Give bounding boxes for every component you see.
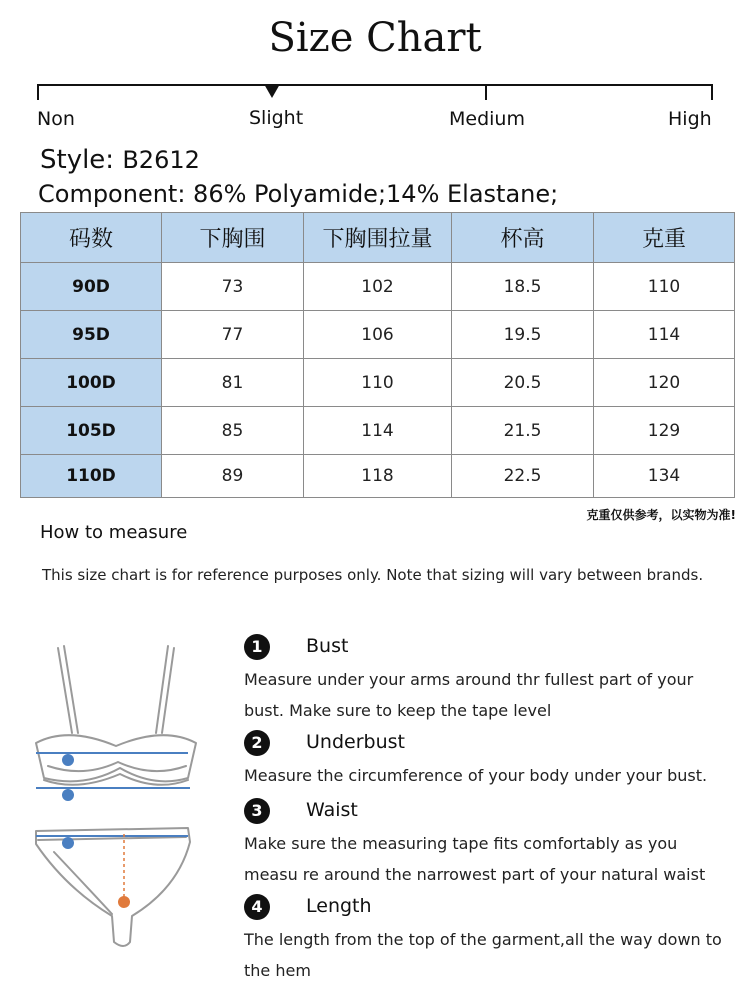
step-text: The length from the top of the garment,all the way down to the hem (244, 930, 722, 980)
stretch-label-high: High (668, 108, 712, 130)
header-size: 码数 (21, 213, 162, 263)
cup-height-cell: 20.5 (452, 359, 594, 407)
panty-leg-left (54, 852, 112, 914)
bra-band (44, 774, 188, 785)
page-title: Size Chart (268, 15, 482, 61)
header-underbust: 下胸围 (162, 213, 304, 263)
underbust-stretch-cell: 106 (304, 311, 452, 359)
underbust-cell: 73 (162, 263, 304, 311)
underbust-cell: 89 (162, 455, 304, 498)
table-row (21, 455, 735, 498)
step-number-icon: 2 (244, 730, 270, 756)
header-weight: 克重 (594, 213, 735, 263)
table-row (21, 359, 735, 407)
stretch-tick-medium (485, 84, 487, 100)
style-code (40, 143, 200, 177)
underbust-stretch-cell: 110 (304, 359, 452, 407)
stretch-pointer-icon (264, 84, 280, 98)
stretch-label-non: Non (37, 108, 75, 130)
cup-height-cell: 19.5 (452, 311, 594, 359)
step-number-icon: 1 (244, 634, 270, 660)
howto-description: This size chart is for reference purposes only. Note that sizing will vary between brands. (42, 566, 704, 584)
size-cell: 105D (21, 407, 162, 455)
measure-step-underbust (244, 730, 734, 791)
table-row (21, 311, 735, 359)
table-row (21, 407, 735, 455)
right-strap (162, 648, 174, 733)
howto-title: How to measure (40, 522, 188, 543)
component-info: Component: 86% Polyamide;14% Elastane; (38, 180, 559, 208)
size-cell: 110D (21, 455, 162, 498)
measure-step-bust (244, 634, 734, 726)
measure-step-waist (244, 798, 734, 890)
stretch-tick-high (711, 84, 713, 100)
weight-cell: 134 (594, 455, 735, 498)
step-title: Underbust (306, 731, 405, 753)
step-title: Waist (306, 799, 358, 821)
underbust-cell: 85 (162, 407, 304, 455)
measure-step-length (244, 894, 734, 986)
length-marker-icon (118, 896, 130, 908)
size-table (20, 212, 735, 498)
weight-cell: 114 (594, 311, 735, 359)
header-cup-height: 杯高 (452, 213, 594, 263)
underbust-marker-icon (62, 789, 74, 801)
table-header-row (21, 213, 735, 263)
header-underbust-stretch: 下胸围拉量 (304, 213, 452, 263)
step-text: Measure the circumference of your body under your bust. (244, 766, 708, 785)
waist-marker-icon (62, 837, 74, 849)
stretch-label-slight: Slight (249, 107, 304, 129)
panty-outline (36, 828, 190, 946)
cup-height-cell: 21.5 (452, 407, 594, 455)
left-strap (58, 648, 72, 733)
size-cell: 90D (21, 263, 162, 311)
step-number-icon: 3 (244, 798, 270, 824)
weight-note: 克重仅供参考，以实物为准! (586, 508, 736, 522)
underbust-stretch-cell: 118 (304, 455, 452, 498)
left-strap-inner (64, 646, 78, 733)
size-cell: 95D (21, 311, 162, 359)
stretch-label-medium: Medium (449, 108, 525, 130)
step-text: Measure under your arms around thr fullest part of your bust. Make sure to keep the tape level (244, 670, 694, 720)
underbust-cell: 81 (162, 359, 304, 407)
weight-cell: 110 (594, 263, 735, 311)
stretch-scale-line (37, 84, 713, 86)
step-title: Bust (306, 635, 349, 657)
bust-marker-icon (62, 754, 74, 766)
weight-cell: 120 (594, 359, 735, 407)
underbust-cell: 77 (162, 311, 304, 359)
cup-height-cell: 18.5 (452, 263, 594, 311)
stretch-scale (37, 82, 713, 102)
underbust-stretch-cell: 114 (304, 407, 452, 455)
table-row (21, 263, 735, 311)
right-strap-inner (156, 646, 168, 733)
cup-height-cell: 22.5 (452, 455, 594, 498)
step-number-icon: 4 (244, 894, 270, 920)
step-text: Make sure the measuring tape fits comfortably as you measu re around the narrowest part of your natural waist (244, 834, 706, 884)
lingerie-measurement-illustration (28, 638, 218, 958)
underbust-stretch-cell: 102 (304, 263, 452, 311)
weight-cell: 129 (594, 407, 735, 455)
style-value: B2612 (122, 146, 200, 174)
panty-waistband (38, 837, 186, 840)
size-cell: 100D (21, 359, 162, 407)
style-label: Style: (40, 145, 115, 175)
stretch-tick-non (37, 84, 39, 100)
bra-cups (36, 735, 196, 781)
step-title: Length (306, 895, 372, 917)
